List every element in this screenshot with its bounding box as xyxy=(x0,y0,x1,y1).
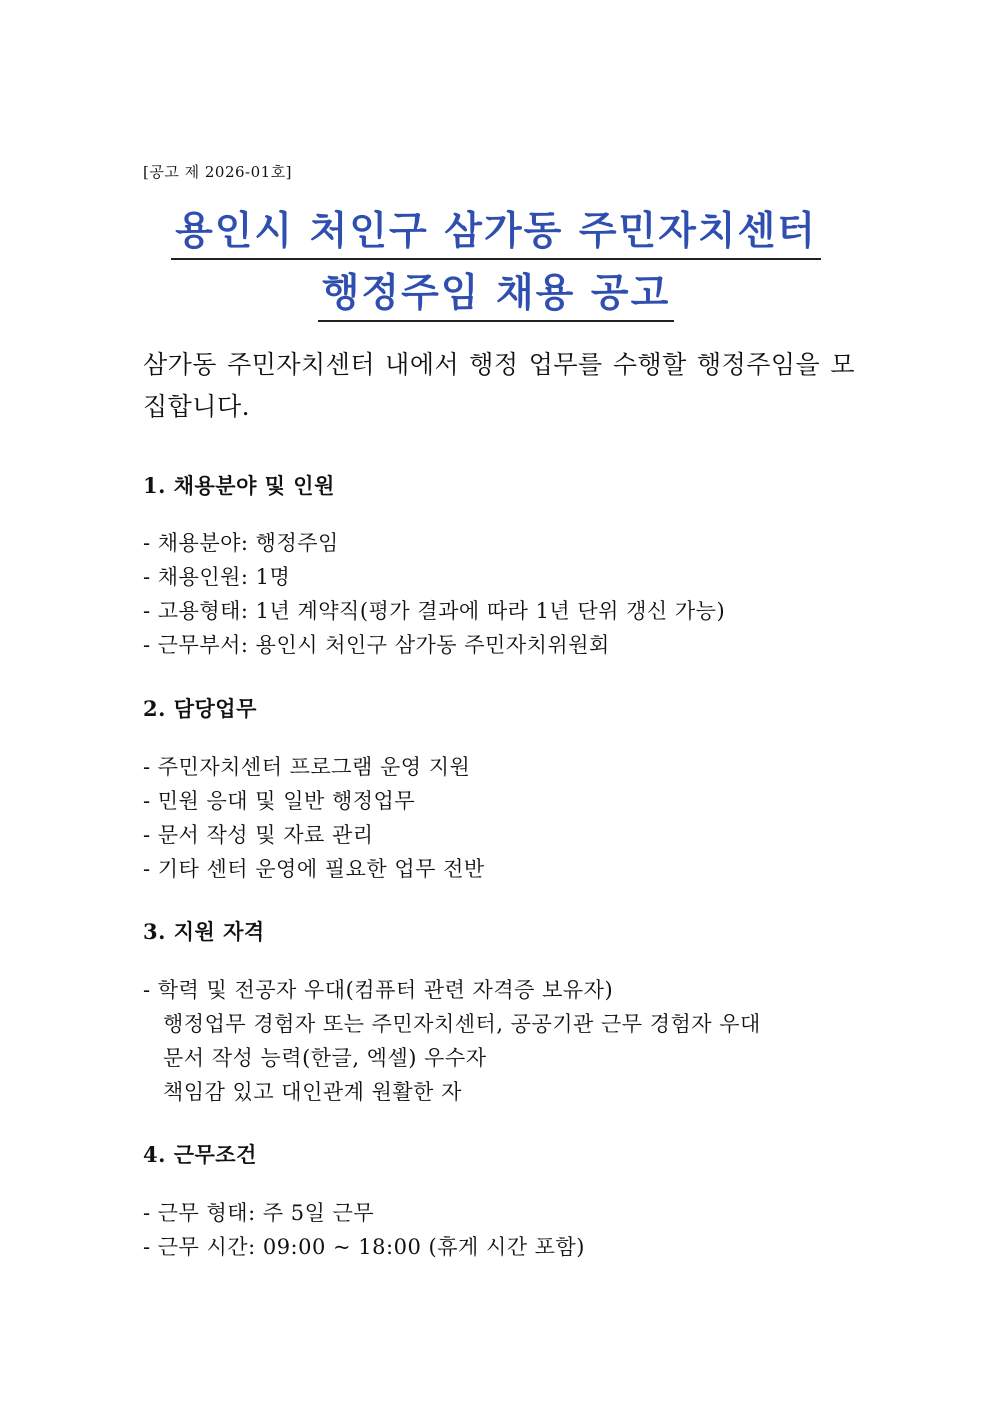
title-line-1-text: 용인시 처인구 삼가동 주민자치센터 xyxy=(171,200,821,260)
section-2-list xyxy=(143,750,485,886)
section-3-list xyxy=(143,973,761,1109)
section-3-heading: 3. 지원 자격 xyxy=(143,919,265,944)
list-item: - 고용형태: 1년 계약직(평가 결과에 따라 1년 단위 갱신 가능) xyxy=(143,599,726,623)
list-item: - 문서 작성 및 자료 관리 xyxy=(143,823,374,847)
section-4-heading: 4. 근무조건 xyxy=(143,1142,257,1167)
list-item: - 주민자치센터 프로그램 운영 지원 xyxy=(143,755,471,779)
title-line-1 xyxy=(0,200,992,260)
list-item: - 기타 센터 운영에 필요한 업무 전반 xyxy=(143,857,485,881)
list-item: - 채용분야: 행정주임 xyxy=(143,531,339,555)
notice-number: [공고 제 2026-01호] xyxy=(143,163,293,181)
title-line-2 xyxy=(0,262,992,322)
section-2-heading: 2. 담당업무 xyxy=(143,696,257,721)
section-1-list xyxy=(143,526,725,662)
list-item: 행정업무 경험자 또는 주민자치센터, 공공기관 근무 경험자 우대 xyxy=(163,1012,761,1036)
list-item: 책임감 있고 대인관계 원활한 자 xyxy=(163,1080,462,1104)
list-item: 문서 작성 능력(한글, 엑셀) 우수자 xyxy=(163,1046,487,1070)
list-item: - 근무 시간: 09:00 ~ 18:00 (휴게 시간 포함) xyxy=(143,1235,585,1259)
list-item: - 채용인원: 1명 xyxy=(143,565,291,589)
title-line-2-text: 행정주임 채용 공고 xyxy=(318,262,675,322)
list-item: - 근무 형태: 주 5일 근무 xyxy=(143,1201,375,1225)
list-item: - 근무부서: 용인시 처인구 삼가동 주민자치위원회 xyxy=(143,633,610,657)
section-1-heading: 1. 채용분야 및 인원 xyxy=(143,473,335,498)
section-4-list xyxy=(143,1196,585,1264)
intro-paragraph: 삼가동 주민자치센터 내에서 행정 업무를 수행할 행정주임을 모집합니다. xyxy=(143,350,855,421)
list-item: - 민원 응대 및 일반 행정업무 xyxy=(143,789,416,813)
list-item: - 학력 및 전공자 우대(컴퓨터 관련 자격증 보유자) xyxy=(143,978,614,1002)
